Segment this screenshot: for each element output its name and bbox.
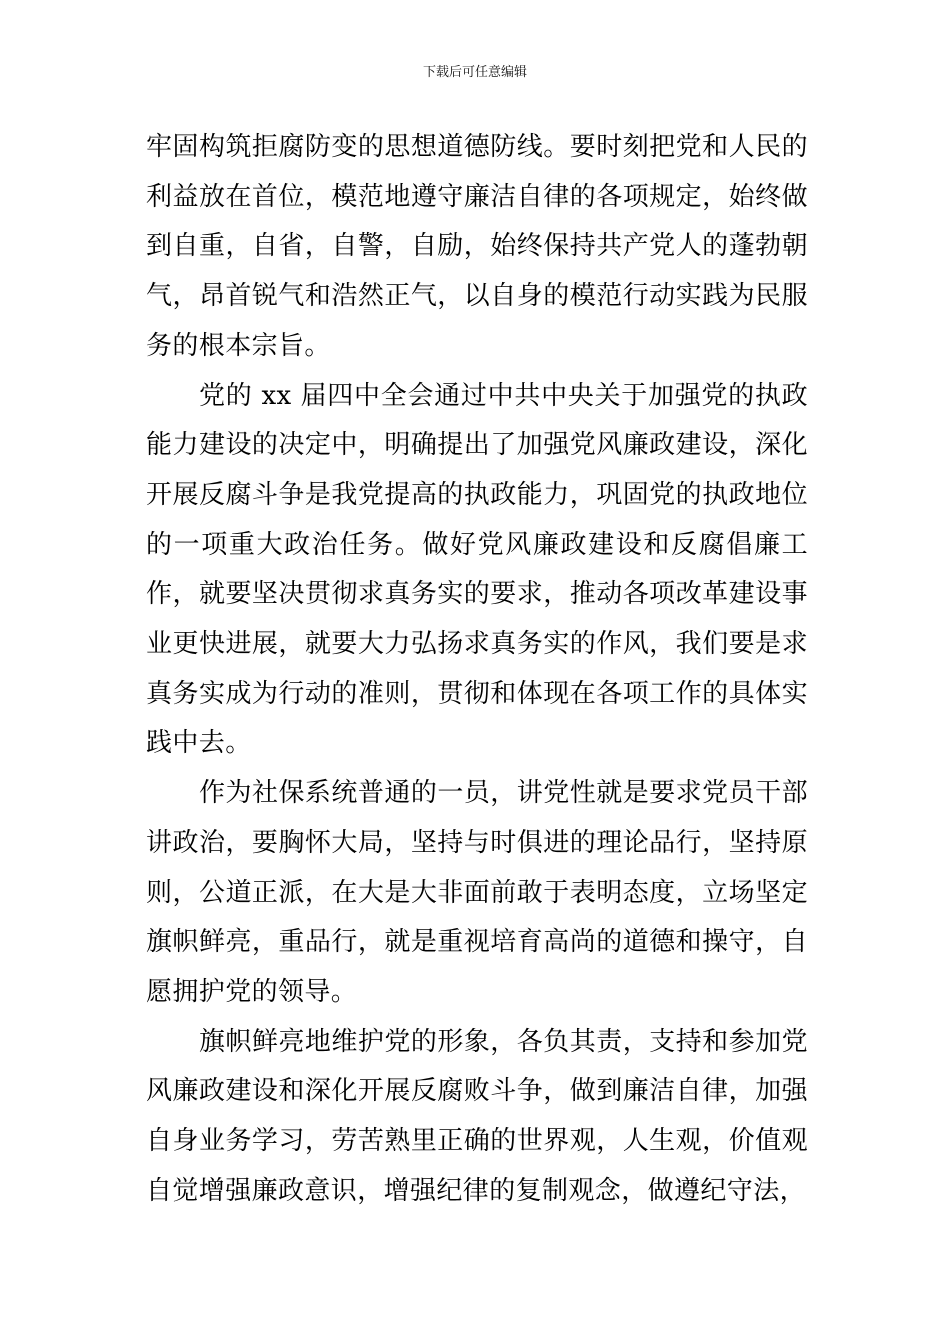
page-header: 下载后可任意编辑 [422, 65, 527, 80]
paragraph-3: 作为社保系统普通的一员，讲党性就是要求党员干部讲政治，要胸怀大局，坚持与时俱进的理论品行，坚持原则，公道正派，在大是大非面前敢于表明态度，立场坚定旗帜鲜亮，重品行，就是重视培育高尚的道德和操守，自愿拥护党的领导。 [146, 778, 808, 1007]
paragraph-4: 旗帜鲜亮地维护党的形象，各负其责，支持和参加党风廉政建设和深化开展反腐败斗争，做到廉洁自律，加强自身业务学习，劳苦熟里正确的世界观，人生观，价值观自觉增强廉政意识，增强纪律的复制观念，做遵纪守法， [146, 1026, 808, 1206]
document-body [146, 123, 808, 1216]
paragraph-1: 牢固构筑拒腐防变的思想道德防线。要时刻把党和人民的利益放在首位，模范地遵守廉洁自律的各项规定，始终做到自重，自省，自警，自励，始终保持共产党人的蓬勃朝气，昂首锐气和浩然正气，以自身的模范行动实践为民服务的根本宗旨。 [146, 132, 808, 361]
paragraph-2: 党的 xx 届四中全会通过中共中央关于加强党的执政能力建设的决定中，明确提出了加强党风廉政建设，深化开展反腐斗争是我党提高的执政能力，巩固党的执政地位的一项重大政治任务。做好党风廉政建设和反腐倡廉工作，就要坚决贯彻求真务实的要求，推动各项改革建设事业更快进展，就要大力弘扬求真务实的作风，我们要是求真务实成为行动的准则，贯彻和体现在各项工作的具体实践中去。 [146, 380, 808, 759]
